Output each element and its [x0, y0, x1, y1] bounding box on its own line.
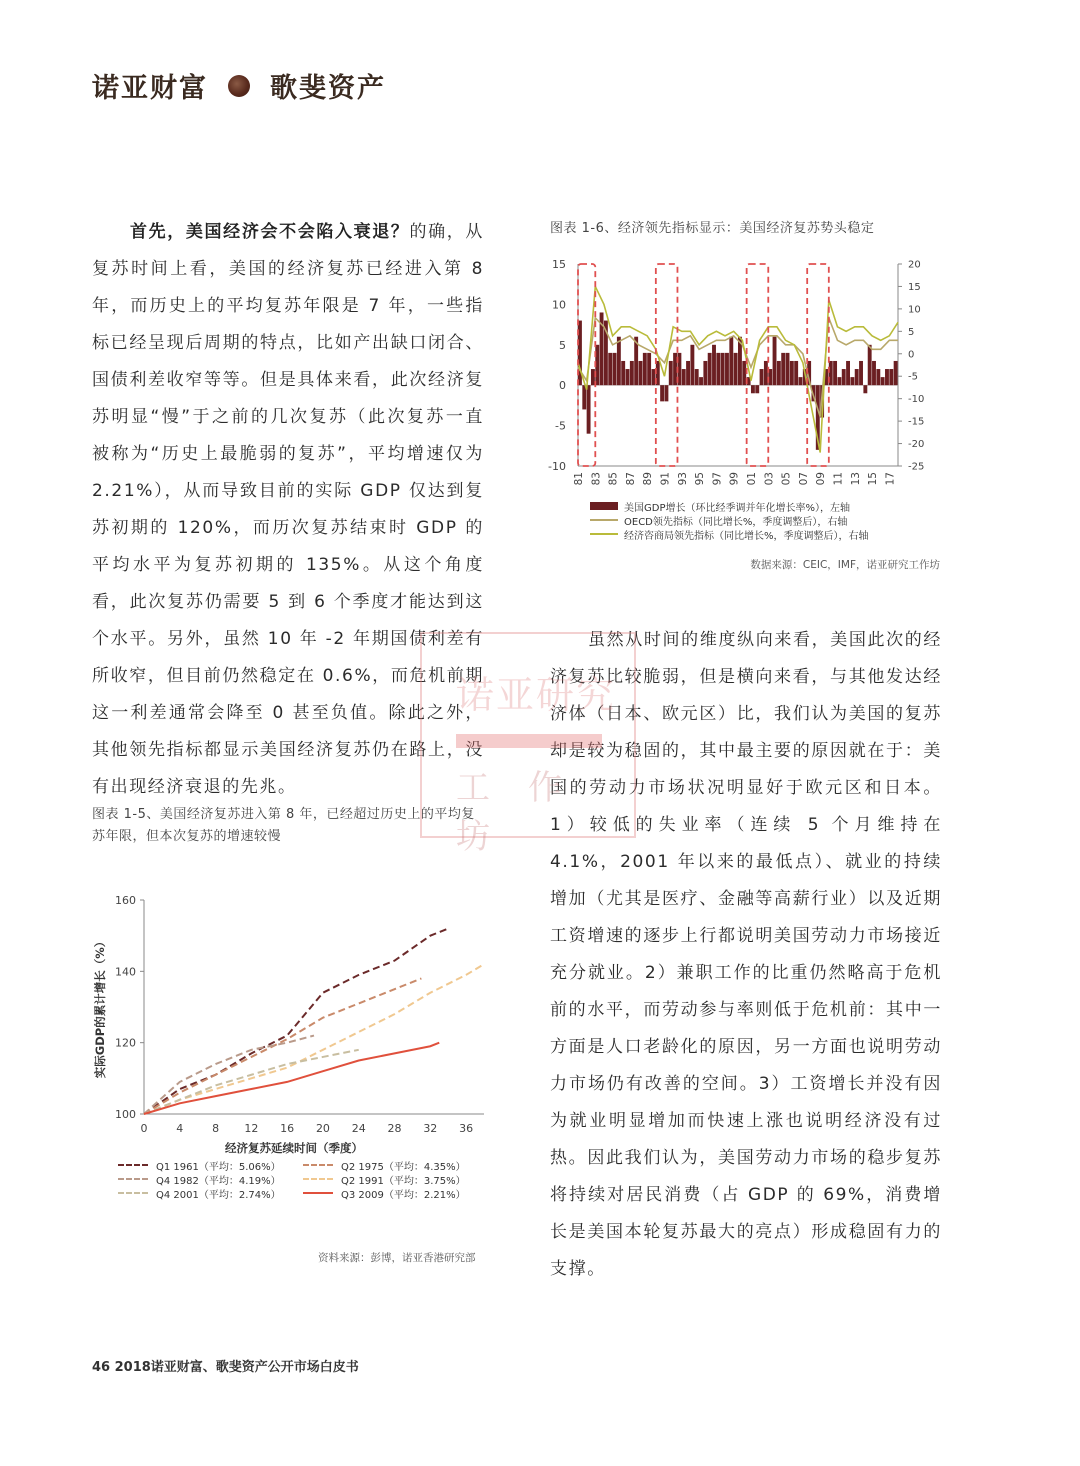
- watermark-text-workshop: 工作坊: [456, 768, 600, 857]
- gdp-bar: [591, 369, 595, 385]
- legend-swatch-q4-2001: [118, 1192, 148, 1194]
- y-tick-label: 100: [115, 1108, 136, 1121]
- x-tick-label: 89: [642, 472, 655, 486]
- left-column: [92, 214, 484, 806]
- legend-label-q2-1975: Q2 1975（平均：4.35%）: [341, 1161, 466, 1173]
- series-line-0: [144, 929, 448, 1114]
- gdp-bar: [859, 361, 863, 385]
- legend-item-q3-2009: [303, 1186, 466, 1201]
- x-tick-label: 95: [694, 472, 707, 486]
- gdp-bar: [876, 369, 880, 385]
- gdp-bar: [639, 361, 643, 385]
- right-column: [550, 622, 942, 1288]
- x-tick-label: 87: [624, 472, 637, 486]
- gdp-bar: [686, 361, 690, 385]
- series-line-3: [144, 964, 484, 1114]
- y-axis-label: 实际GDP的累计增长（%）: [93, 935, 107, 1079]
- gdp-bar: [855, 369, 859, 385]
- legend-swatch-q2-1975: [303, 1164, 333, 1166]
- left-paragraph-text: 的确，从复苏时间上看，美国的经济复苏已经进入第 8 年，而历史上的平均复苏年限是 7 年，一些指标已经呈现后周期的特点，比如产出缺口闭合、国债利差收窄等等。但是具体来看，此次经济复苏明显“慢”于之前的几次复苏（此次复苏一直被称为“历史上最脆弱的复苏”，平均增速仅为 2.21%），从而导致目前的实际 GDP 仅达到复苏初期的 120%，而历次复苏结束时 GDP 的平均水平为复苏初期的 135%。从这个角度看，此次复苏仍需要 5 到 6 个季度才能达到这个水平。另外，虽然 10 年 -2 年期国债利差有所收窄，但目前仍然稳定在 0.6%，而危机前期这一利差通常会降至 0 甚至负值。除此之外，其他领先指标都显示美国经济复苏仍在路上，没有出现经济衰退的先兆。: [92, 222, 484, 797]
- x-tick-label: 93: [676, 472, 689, 486]
- x-tick-label: 4: [176, 1122, 184, 1135]
- y-left-tick-label: 0: [559, 379, 566, 393]
- gdp-bar: [699, 377, 703, 385]
- legend-item-q4-1982: [118, 1172, 303, 1187]
- x-tick-label: 15: [867, 472, 880, 486]
- gdp-bar: [751, 385, 755, 393]
- gdp-bar: [660, 385, 664, 401]
- gdp-bar: [673, 353, 677, 385]
- gdp-bar: [669, 361, 673, 385]
- legend-label-q4-2001: Q4 2001（平均：2.74%）: [156, 1189, 281, 1201]
- y-left-tick-label: 5: [559, 338, 566, 352]
- gdp-bar: [755, 385, 759, 393]
- figure-1-5-chart: [88, 886, 488, 1156]
- x-tick-label: 32: [423, 1122, 438, 1135]
- legend-label-conference: 经济咨商局领先指标（同比增长%，季度调整后），右轴: [624, 530, 869, 542]
- gdp-bar: [833, 361, 837, 385]
- gdp-bar: [881, 377, 885, 385]
- y-right-tick-label: 15: [908, 281, 921, 293]
- legend-swatch-q1-1961: [118, 1164, 148, 1166]
- gdp-bar: [850, 377, 854, 385]
- gdp-bar: [716, 353, 720, 385]
- x-tick-label: 8: [212, 1122, 220, 1135]
- y-left-tick-label: -5: [555, 419, 566, 433]
- x-tick-label: 13: [849, 472, 862, 486]
- x-tick-label: 11: [832, 472, 845, 486]
- y-right-tick-label: -25: [908, 461, 925, 473]
- x-tick-label: 81: [573, 472, 585, 486]
- y-tick-label: 160: [115, 894, 136, 907]
- gdp-bar: [626, 369, 630, 385]
- gdp-bar: [613, 353, 617, 385]
- legend-item-oecd: [590, 513, 930, 527]
- x-tick-label: 99: [728, 472, 741, 486]
- figure-1-5-title: 图表 1-5、美国经济复苏进入第 8 年，已经超过历史上的平均复苏年限，但本次复苏的增速较慢: [92, 807, 475, 844]
- legend-item-q2-1991: [303, 1172, 466, 1187]
- gdp-bar: [725, 353, 729, 385]
- figure-1-6-chart: [546, 252, 936, 502]
- legend-label-oecd: OECD领先指标（同比增长%，季度调整后），右轴: [624, 516, 848, 528]
- gdp-bar: [777, 361, 781, 385]
- x-tick-label: 28: [387, 1122, 402, 1135]
- brand-noah: 诺亚财富: [92, 73, 208, 104]
- legend-item-q1-1961: [118, 1158, 303, 1173]
- y-right-tick-label: -5: [908, 371, 918, 383]
- gdp-bar: [643, 353, 647, 385]
- legend-label-gdp: 美国GDP增长（环比经季调并年化增长率%），左轴: [624, 502, 850, 514]
- x-tick-label: 12: [244, 1122, 259, 1135]
- gdp-bar: [764, 361, 768, 385]
- legend-swatch-q4-1982: [118, 1178, 148, 1180]
- gdp-bar: [760, 369, 764, 385]
- y-right-tick-label: -10: [908, 394, 925, 406]
- x-tick-label: 83: [590, 472, 603, 486]
- y-right-tick-label: 10: [908, 304, 921, 316]
- page-footer: 46 2018诺亚财富、歌斐资产公开市场白皮书: [92, 1360, 359, 1375]
- gdp-bar: [794, 361, 798, 385]
- gdp-bar: [721, 353, 725, 385]
- legend-label-q4-1982: Q4 1982（平均：4.19%）: [156, 1175, 281, 1187]
- y-left-tick-label: 15: [552, 258, 566, 271]
- legend-swatch-q3-2009: [303, 1192, 333, 1194]
- x-tick-label: 97: [711, 472, 724, 486]
- gdp-bar: [703, 361, 707, 385]
- y-right-tick-label: -15: [908, 416, 925, 428]
- gdp-bar: [729, 337, 733, 385]
- x-tick-label: 05: [780, 472, 793, 486]
- legend-swatch-oecd: [590, 519, 618, 521]
- right-paragraph-text: 虽然从时间的维度纵向来看，美国此次的经济复苏比较脆弱，但是横向来看，与其他发达经济体（日本、欧元区）比，我们认为美国的复苏却是较为稳固的，其中最主要的原因就在于：美国的劳动力市场状况明显好于欧元区和日本。1）较低的失业率（连续 5 个月维持在 4.1%，2001 年以来的最低点）、就业的持续增加（尤其是医疗、金融等高薪行业）以及近期工资增速的逐步上行都说明美国劳动力市场接近充分就业。2）兼职工作的比重仍然略高于危机前的水平，而劳动参与率则低于危机前：其中一方面是人口老龄化的原因，另一方面也说明劳动力市场仍有改善的空间。3）工资增长并没有因为就业明显增加而快速上涨也说明经济没有过热。因此我们认为，美国劳动力市场的稳步复苏将持续对居民消费（占 GDP 的 69%，消费增长是美国本轮复苏最大的亮点）形成稳固有力的支撑。: [550, 630, 942, 1279]
- gdp-bar: [781, 353, 785, 385]
- y-right-tick-label: 0: [908, 349, 915, 361]
- gdp-bar: [608, 353, 612, 385]
- right-paragraph: [550, 622, 942, 1288]
- gdp-bar: [773, 337, 777, 385]
- gdp-bar: [885, 369, 889, 385]
- gdp-bar: [742, 361, 746, 385]
- gdp-bar: [868, 345, 872, 385]
- gdp-bar: [842, 369, 846, 385]
- gdp-bar: [712, 345, 716, 385]
- x-tick-label: 07: [797, 472, 810, 486]
- gdp-bar: [664, 385, 668, 401]
- x-tick-label: 09: [815, 472, 828, 486]
- legend-swatch-q2-1991: [303, 1178, 333, 1180]
- gdp-bar: [799, 377, 803, 385]
- y-left-tick-label: -10: [548, 460, 566, 473]
- gdp-bar: [790, 361, 794, 385]
- figure-1-5-source: 资料来源：彭博，诺亚香港研究部: [318, 1252, 476, 1264]
- brand-gopher: 歌斐资产: [270, 73, 386, 104]
- y-right-tick-label: 20: [908, 259, 921, 271]
- gdp-bar: [630, 361, 634, 385]
- gdp-bar: [587, 385, 591, 433]
- x-tick-label: 24: [351, 1122, 366, 1135]
- legend-swatch-conference: [590, 533, 618, 535]
- legend-item-q4-2001: [118, 1186, 303, 1201]
- x-tick-label: 20: [315, 1122, 330, 1135]
- x-tick-label: 0: [140, 1122, 148, 1135]
- y-tick-label: 120: [115, 1036, 136, 1050]
- legend-item-gdp: [590, 499, 930, 513]
- watermark-text-research: 诺亚研究: [456, 673, 617, 717]
- gdp-bar: [889, 369, 893, 385]
- x-axis-label: 经济复苏延续时间（季度）: [225, 1141, 363, 1155]
- series-line-2: [144, 1036, 314, 1114]
- gdp-bar: [682, 369, 686, 385]
- x-tick-label: 01: [745, 472, 758, 486]
- figure-1-5-legend: [118, 1158, 488, 1200]
- y-left-tick-label: 10: [552, 298, 566, 312]
- x-tick-label: 17: [884, 472, 897, 486]
- gdp-bar: [708, 353, 712, 385]
- series-line-1: [144, 978, 421, 1114]
- x-tick-label: 16: [280, 1122, 295, 1135]
- x-tick-label: 03: [763, 472, 776, 486]
- y-right-tick-label: -20: [908, 439, 925, 451]
- logo-seal-icon: [228, 75, 250, 97]
- legend-label-q1-1961: Q1 1961（平均：5.06%）: [156, 1161, 281, 1173]
- left-paragraph: [92, 214, 484, 806]
- gdp-bar: [652, 369, 656, 385]
- gdp-bar: [695, 369, 699, 385]
- gdp-bar: [617, 337, 621, 385]
- gdp-bar: [734, 353, 738, 385]
- figure-1-6-title: 图表 1-6、经济领先指标显示：美国经济复苏势头稳定: [550, 221, 875, 236]
- figure-1-6-source: 数据来源：CEIC，IMF，诺亚研究工作坊: [750, 559, 940, 571]
- x-tick-label: 85: [607, 472, 620, 486]
- legend-item-conference: [590, 527, 930, 541]
- x-tick-label: 36: [459, 1122, 474, 1135]
- gdp-bar: [894, 361, 898, 385]
- y-tick-label: 140: [115, 965, 136, 979]
- y-right-tick-label: 5: [908, 326, 915, 338]
- gdp-bar: [690, 345, 694, 385]
- gdp-bar: [872, 361, 876, 385]
- gdp-bar: [786, 353, 790, 385]
- legend-swatch-gdp: [590, 502, 618, 510]
- legend-label-q3-2009: Q3 2009（平均：2.21%）: [341, 1189, 466, 1201]
- gdp-bar: [837, 377, 841, 385]
- legend-item-q2-1975: [303, 1158, 466, 1173]
- gdp-bar: [846, 361, 850, 385]
- gdp-bar: [863, 385, 867, 393]
- gdp-bar: [621, 361, 625, 385]
- page-header: [92, 66, 386, 105]
- figure-1-6-legend: [590, 499, 930, 541]
- x-tick-label: 91: [659, 472, 672, 486]
- lead-question: 首先，美国经济会不会陷入衰退？: [130, 222, 410, 242]
- legend-label-q2-1991: Q2 1991（平均：3.75%）: [341, 1175, 466, 1187]
- gdp-bar: [647, 353, 651, 385]
